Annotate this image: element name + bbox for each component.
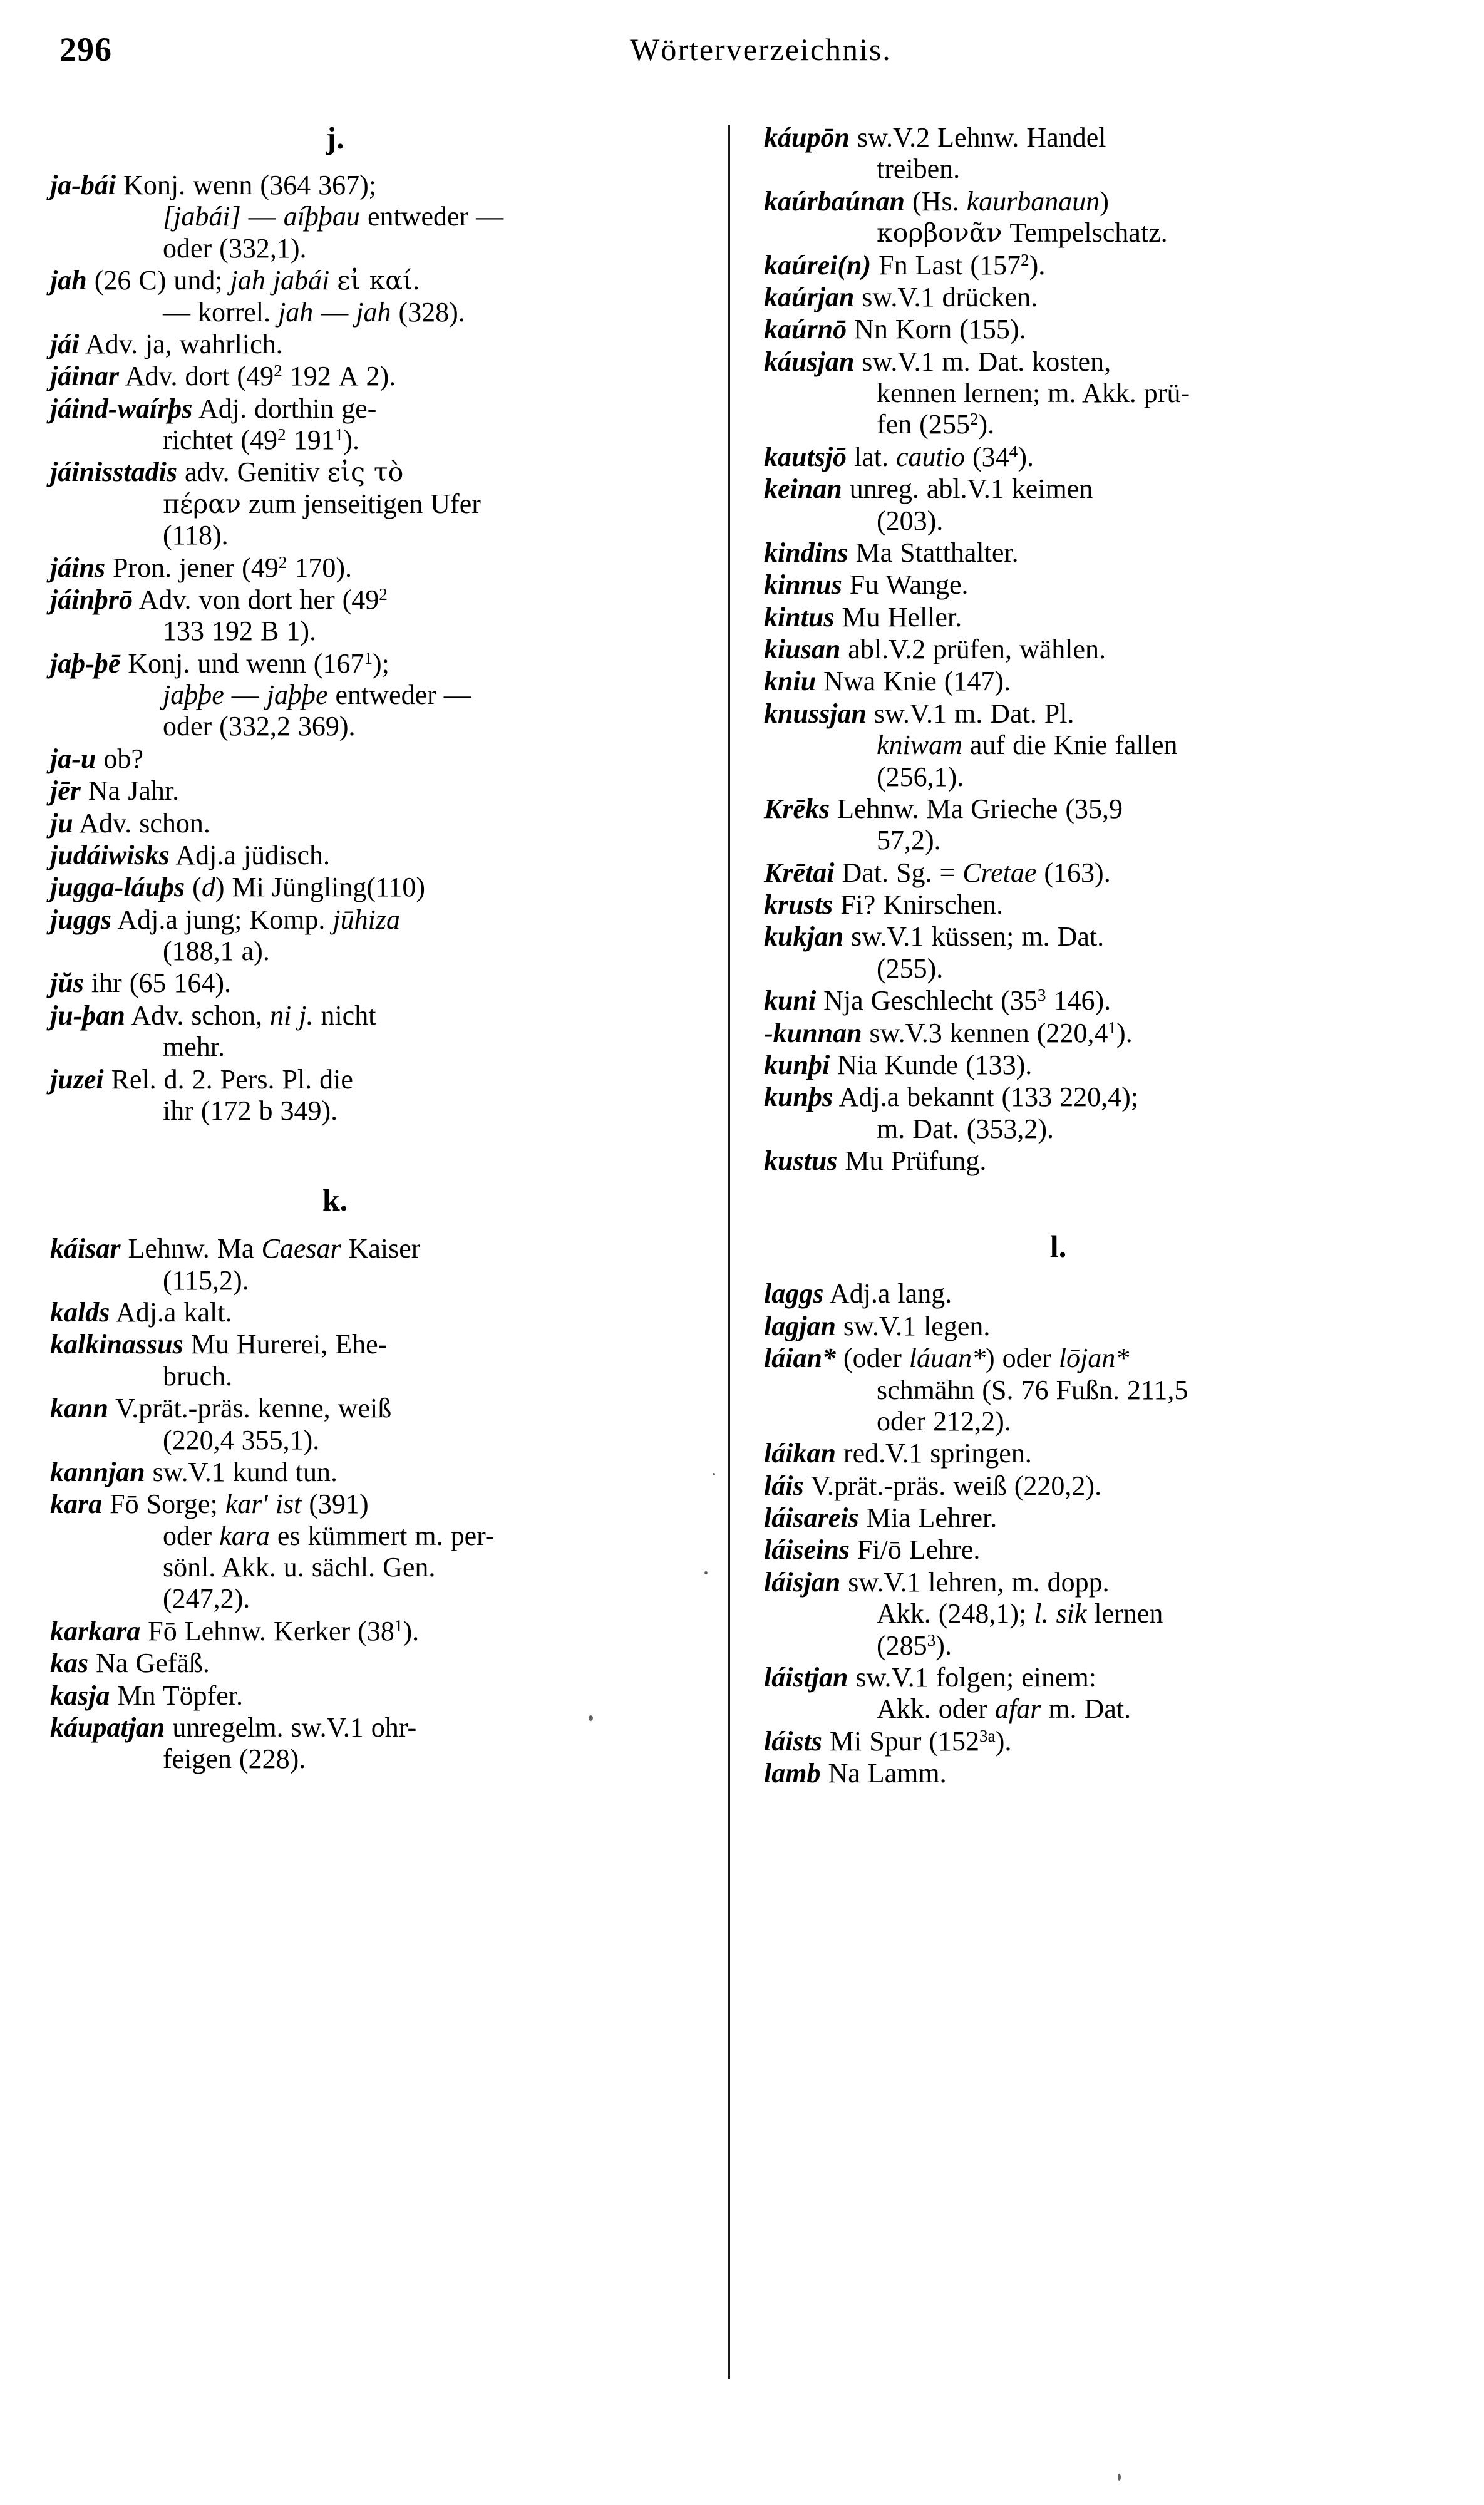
entry-kunpi: kunþi Nia Kunde (133). [764, 1049, 1033, 1080]
entry-juzei: juzei Rel. d. 2. Pers. Pl. die ihr (172 b 349). [50, 1063, 353, 1126]
entry-kuni: kuni Nja Geschlecht ($35^3$ 146). [764, 985, 1111, 1016]
entry-laikan: láikan red.V.1 springen. [764, 1438, 1032, 1469]
entry-jains: jáins Pron. jener ($49^2$ 170). [50, 552, 353, 583]
entry-jer: jēr Na Jahr. [50, 775, 180, 807]
entry-laggs: laggs Adj.a lang. [764, 1278, 952, 1309]
scan-speck [1118, 2474, 1121, 2481]
entry-kaupon: káupōn sw.V.2 Lehnw. Handel treiben. [764, 122, 1106, 185]
entry-jainpro: jáinþrō Adv. von dort her ($49^2$ 133 192 B 1). [50, 584, 388, 647]
entry-lais: láis V.prät.-präs. weiß (220,2). [764, 1470, 1102, 1501]
entry-ju: ju Adv. schon. [50, 807, 210, 839]
entry-lamb: lamb Na Lamm. [764, 1758, 947, 1789]
entry-krusts: krusts Fi? Knirschen. [764, 889, 1004, 920]
entry-kunps: kunþs Adj.a bekannt (133 220,4); m. Dat. (353,2). [764, 1082, 1138, 1144]
entry-judaiwisks: judáiwisks Adj.a jüdisch. [50, 839, 330, 870]
scan-speck [713, 1473, 715, 1475]
entry-kunnan: -kunnan sw.V.3 kennen (220,4$^1$). [764, 1017, 1133, 1048]
entry-kretai: Krētai Dat. Sg. = Cretae (163). [764, 857, 1111, 888]
entry-keinan: keinan unreg. abl.V.1 keimen (203). [764, 473, 1093, 536]
entry-kaisar: káisar Lehnw. Ma Caesar Kaiser (115,2). [50, 1233, 421, 1296]
section-heading-j: j. [326, 120, 344, 155]
entry-kniu: kniu Nwa Knie (147). [764, 666, 1011, 697]
body-columns [50, 122, 1437, 2477]
entry-kaupatjan: káupatjan unregelm. sw.V.1 ohr- feigen (228). [50, 1712, 417, 1775]
entry-laian: láian* (oder láuan*) oder lōjan* schmähn (S. 76 Fußn. 211,5 oder 212,2). [764, 1343, 1188, 1437]
entry-kas: kas Na Gefäß. [50, 1648, 210, 1679]
column-right [764, 122, 1428, 1789]
page-number: 296 [59, 31, 112, 68]
entry-knussjan: knussjan sw.V.1 m. Dat. Pl. kniwam auf die Knie fallen (256,1). [764, 698, 1178, 792]
entry-kaurein: kaúrei(n) Fn Last $(157^2)$. [764, 249, 1046, 281]
running-title: Wörterverzeichnis. [630, 32, 892, 67]
entry-kaurjan: kaúrjan sw.V.1 drücken. [764, 281, 1038, 312]
entry-kaurbaunan: kaúrbaúnan (Hs. kaurbanaun) κορβονᾶν Tempelschatz. [764, 185, 1168, 249]
entry-kausjan: káusjan sw.V.1 m. Dat. kosten, kennen lernen; m. Akk. prü- fen $(255^2)$. [764, 346, 1190, 440]
entry-kannjan: kannjan sw.V.1 kund tun. [50, 1456, 338, 1487]
entry-laisjan: láisjan sw.V.1 lehren, m. dopp. Akk. (248,1); l. sik lernen $(285^3)$. [764, 1566, 1163, 1661]
entry-juggs: juggs Adj.a jung; Komp. jūhiza (188,1 a). [50, 904, 400, 966]
scan-speck [704, 1571, 708, 1574]
section-heading-k: k. [322, 1182, 348, 1218]
entry-karkara: karkara Fō Lehnw. Kerker $(38^1)$. [50, 1615, 420, 1646]
entry-jai: jái Adv. ja, wahrlich. [50, 328, 283, 359]
column-divider-rule [728, 125, 730, 2379]
entry-ja-u: ja-u ob? [50, 743, 143, 774]
running-head [59, 33, 1425, 76]
entry-jugga-laups: jugga-láuþs (d) Mi Jüngling(110) [50, 872, 426, 903]
entry-jah: jah (26 C) und; jah jabái εἰ καί. — korrel. jah — jah (328). [50, 265, 465, 328]
entry-kann: kann V.prät.-präs. kenne, weiß (220,4 355,1). [50, 1393, 392, 1455]
entry-jainisstadis: jáinisstadis adv. Genitiv εἰς τὸ πέραν zum jenseitigen Ufer (118). [50, 457, 481, 551]
section-heading-l: l. [1049, 1229, 1067, 1264]
entry-kukjan: kukjan sw.V.1 küssen; m. Dat. (255). [764, 921, 1105, 984]
entry-jus: jŭs ihr (65 164). [50, 968, 232, 999]
entry-laists: láists Mi Spur $(152^{3a})$. [764, 1725, 1012, 1757]
entry-kautsjo: kautsjō lat. cautio $(34^4)$. [764, 441, 1034, 472]
entry-jap-pe: jaþ-þē Konj. und wenn $(167^1)$; jaþþe — jaþþe entweder — oder (332,2 369). [50, 648, 471, 742]
scan-speck [589, 1715, 593, 1721]
entry-kasja: kasja Mn Töpfer. [50, 1680, 243, 1711]
entry-kintus: kintus Mu Heller. [764, 601, 962, 633]
entry-laisareis: láisareis Mia Lehrer. [764, 1502, 997, 1533]
entry-lagjan: lagjan sw.V.1 legen. [764, 1310, 991, 1341]
entry-kustus: kustus Mu Prüfung. [764, 1145, 987, 1176]
entry-jaind-wairps: jáind-waírþs Adj. dorthin ge- richtet ($49^2$ $191^1$). [50, 393, 377, 455]
entry-kalds: kalds Adj.a kalt. [50, 1297, 232, 1328]
entry-laistjan: láistjan sw.V.1 folgen; einem: Akk. oder afar m. Dat. [764, 1661, 1131, 1725]
entry-jainar: jáinar Adv. dort ($49^2$ 192 A 2). [50, 361, 396, 392]
entry-kreks: Krēks Lehnw. Ma Grieche (35,9 57,2). [764, 793, 1123, 856]
column-left [50, 122, 695, 1775]
entry-ju-pan: ju-þan Adv. schon, ni j. nicht mehr. [50, 999, 376, 1063]
entry-kinnus: kinnus Fu Wange. [764, 569, 969, 601]
entry-kiusan: kiusan abl.V.2 prüfen, wählen. [764, 634, 1106, 664]
entry-kalkinassus: kalkinassus Mu Hurerei, Ehe- bruch. [50, 1329, 388, 1392]
entry-kaurno: kaúrnō Nn Korn (155). [764, 314, 1026, 345]
entry-laiseins: láiseins Fi/ō Lehre. [764, 1534, 981, 1566]
entry-kindins: kindins Ma Statthalter. [764, 537, 1019, 568]
entry-kara: kara Fō Sorge; kar' ist (391) oder kara es kümmert m. per- sönl. Akk. u. sächl. Gen. (247,2). [50, 1489, 495, 1614]
entry-ja-bai: ja-bái Konj. wenn (364 367); [jabái] — aíþþau entweder — oder (332,1). [50, 170, 504, 264]
